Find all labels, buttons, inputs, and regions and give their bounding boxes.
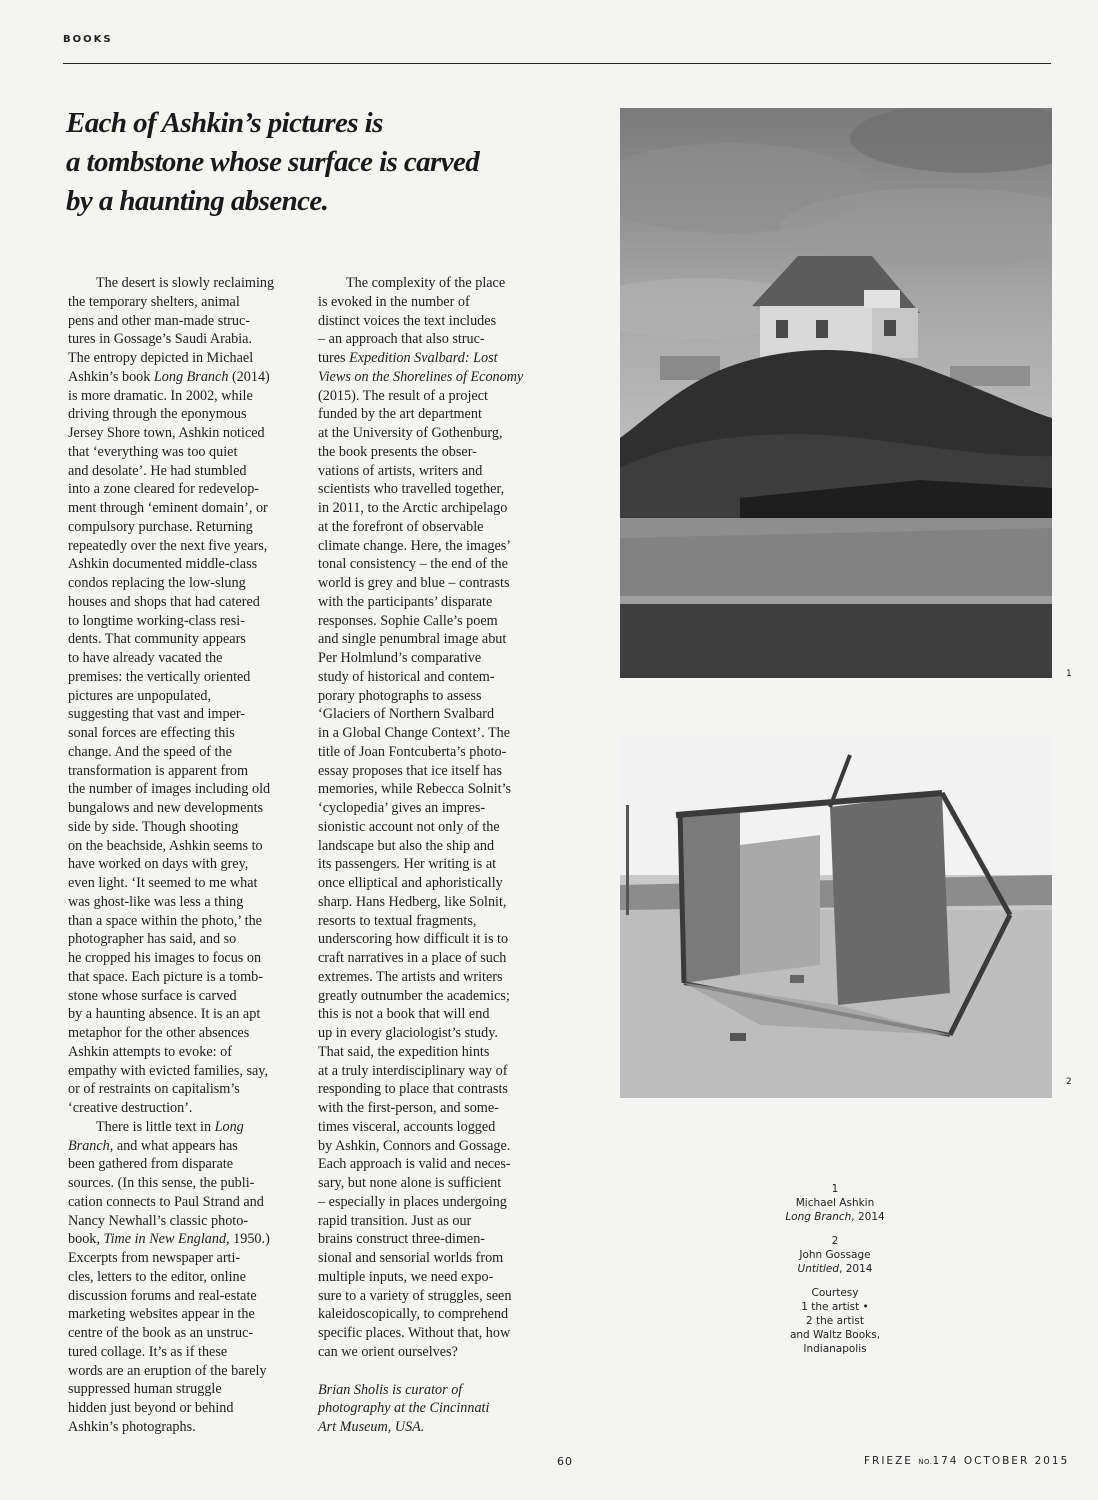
text-line: repeatedly over the next five years, xyxy=(68,537,268,554)
text-line: ‘creative destruction’. xyxy=(68,1100,193,1116)
text-line: sharp. Hans Hedberg, like Solnit, xyxy=(318,893,507,910)
text-line: and desolate’. He had stumbled xyxy=(68,462,247,479)
caption-title-line xyxy=(775,1262,895,1276)
text-line: tures in Gossage’s Saudi Arabia. xyxy=(68,331,253,348)
text-line xyxy=(318,349,546,368)
book-title: Expedition Svalbard: Lost xyxy=(349,350,498,366)
text-line: sary, but none alone is sufficient xyxy=(318,1175,502,1191)
pull-quote xyxy=(66,104,496,221)
text-fragment: Ashkin’s book xyxy=(68,368,154,385)
text-line: at the University of Gothenburg, xyxy=(318,425,503,441)
pull-quote-line: a tombstone whose surface is carved xyxy=(66,146,480,178)
text-line: responding to place that contrasts xyxy=(318,1081,508,1098)
text-line: bungalows and new developments xyxy=(68,800,264,816)
text-line: marketing websites appear in the xyxy=(68,1306,255,1323)
text-line: condos replacing the low-slung xyxy=(68,575,246,591)
text-line: with the participants’ disparate xyxy=(318,593,493,610)
text-line: discussion forums and real-estate xyxy=(68,1287,257,1304)
text-line: Each approach is valid and neces- xyxy=(318,1156,511,1173)
text-line: world is grey and blue – contrasts xyxy=(318,575,510,591)
courtesy-line: 1 the artist • xyxy=(801,1301,869,1313)
courtesy-line: Indianapolis xyxy=(803,1343,867,1355)
text-line: into a zone cleared for redevelop- xyxy=(68,481,260,498)
text-line: even light. ‘It seemed to me what xyxy=(68,875,258,891)
text-line: the book presents the obser- xyxy=(318,443,477,460)
image-captions xyxy=(775,1182,895,1366)
text-line: (2015). The result of a project xyxy=(318,387,488,404)
photo-shelter-illustration xyxy=(620,735,1052,1098)
text-line: on the beachside, Ashkin seems to xyxy=(68,837,263,854)
text-line: That said, the expedition hints xyxy=(318,1043,490,1060)
text-line: – an approach that also struc- xyxy=(318,331,485,348)
header-rule xyxy=(63,63,1051,64)
plate-number-1: 1 xyxy=(1066,669,1072,679)
text-line: pens and other man-made struc- xyxy=(68,312,251,329)
text-fragment: tures xyxy=(318,350,350,366)
text-line: underscoring how difficult it is to xyxy=(318,931,509,948)
text-line: scientists who travelled together, xyxy=(318,481,505,498)
text-line: The desert is slowly reclaiming xyxy=(96,275,275,291)
text-line: by Ashkin, Connors and Gossage. xyxy=(318,1137,511,1154)
text-fragment: book, xyxy=(68,1231,104,1248)
caption-courtesy xyxy=(775,1286,895,1356)
text-line: centre of the book as an unstruc- xyxy=(68,1325,254,1341)
text-line: Ashkin attempts to evoke: of xyxy=(68,1043,232,1060)
article-column-two xyxy=(318,274,546,1437)
text-line: cation connects to Paul Strand and xyxy=(68,1193,264,1210)
text-line: Per Holmlund’s comparative xyxy=(318,650,482,666)
folio xyxy=(864,1455,1069,1467)
plate-number-2: 2 xyxy=(1066,1077,1072,1087)
text-line: stone whose surface is carved xyxy=(68,987,237,1004)
caption-year: , 2014 xyxy=(851,1211,885,1223)
text-line: at the forefront of observable xyxy=(318,518,484,535)
text-line: porary photographs to assess xyxy=(318,687,482,704)
text-line: kaleidoscopically, to comprehend xyxy=(318,1306,509,1323)
text-line: to longtime working-class resi- xyxy=(68,612,245,629)
book-title: Views on the Shorelines of Economy xyxy=(318,368,524,385)
text-line: responses. Sophie Calle’s poem xyxy=(318,612,498,629)
text-line: Jersey Shore town, Ashkin noticed xyxy=(68,425,265,441)
text-line: change. And the speed of the xyxy=(68,743,232,760)
caption-1 xyxy=(775,1182,895,1224)
text-line: – especially in places undergoing xyxy=(318,1193,507,1210)
text-line: ‘Glaciers of Northern Svalbard xyxy=(318,706,495,723)
text-line: sure to a variety of struggles, seen xyxy=(318,1287,512,1304)
bio-line: photography at the Cincinnati xyxy=(318,1400,490,1417)
text-line: memories, while Rebecca Solnit’s xyxy=(318,781,512,798)
text-line: landscape but also the ship and xyxy=(318,837,495,854)
text-line: in 2011, to the Arctic archipelago xyxy=(318,500,508,516)
text-line: side by side. Though shooting xyxy=(68,818,239,835)
text-line: up in every glaciologist’s study. xyxy=(318,1025,498,1041)
text-line: climate change. Here, the images’ xyxy=(318,537,512,554)
issue-date: OCTOBER 2015 xyxy=(963,1455,1070,1467)
text-line: by a haunting absence. It is an apt xyxy=(68,1006,261,1023)
text-line: tonal consistency – the end of the xyxy=(318,556,508,573)
text-line: at a truly interdisciplinary way of xyxy=(318,1062,508,1079)
author-bio xyxy=(318,1381,546,1437)
caption-number: 1 xyxy=(831,1183,839,1195)
text-line: compulsory purchase. Returning xyxy=(68,518,253,535)
text-line: or of restraints on capitalism’s xyxy=(68,1081,240,1098)
text-line: this is not a book that will end xyxy=(318,1006,490,1023)
caption-artist: John Gossage xyxy=(799,1249,871,1261)
photo-house-illustration xyxy=(620,108,1052,678)
text-line: study of historical and contem- xyxy=(318,668,495,685)
text-line: the temporary shelters, animal xyxy=(68,293,240,310)
text-line: with the first-person, and some- xyxy=(318,1100,499,1116)
text-line: title of Joan Fontcuberta’s photo- xyxy=(318,743,507,760)
text-line: extremes. The artists and writers xyxy=(318,968,503,985)
text-line: sonal forces are effecting this xyxy=(68,725,235,741)
text-line: Ashkin documented middle-class xyxy=(68,556,258,573)
text-line: once elliptical and aphoristically xyxy=(318,875,503,891)
text-fragment: There is little text in xyxy=(96,1118,215,1135)
caption-title: Long Branch xyxy=(785,1211,852,1223)
caption-title-line xyxy=(775,1210,895,1224)
book-title: Branch xyxy=(68,1137,110,1154)
text-line: dents. That community appears xyxy=(68,631,246,648)
text-fragment: , 1950.) xyxy=(226,1231,270,1248)
text-line: distinct voices the text includes xyxy=(318,312,497,329)
text-line: Ashkin’s photographs. xyxy=(68,1418,196,1435)
text-line: photographer has said, and so xyxy=(68,931,237,948)
text-line: been gathered from disparate xyxy=(68,1156,234,1173)
photo-wooden-shelter xyxy=(620,735,1052,1098)
pull-quote-line: Each of Ashkin’s pictures is xyxy=(66,107,383,139)
text-line: can we orient ourselves? xyxy=(318,1343,458,1360)
text-line: resorts to textual fragments, xyxy=(318,912,477,929)
text-line: Excerpts from newspaper arti- xyxy=(68,1250,241,1266)
text-line: brains construct three-dimen- xyxy=(318,1231,486,1248)
text-line: hidden just beyond or behind xyxy=(68,1400,234,1416)
page-number: 60 xyxy=(557,1455,573,1468)
pull-quote-line: by a haunting absence. xyxy=(66,185,329,217)
courtesy-line: and Waltz Books, xyxy=(789,1329,881,1341)
text-line: The entropy depicted in Michael xyxy=(68,350,254,366)
text-line: that space. Each picture is a tomb- xyxy=(68,968,264,985)
text-line: funded by the art department xyxy=(318,406,482,423)
text-line: tured collage. It’s as if these xyxy=(68,1343,228,1360)
text-line xyxy=(68,1118,296,1137)
photo-house-on-mound xyxy=(620,108,1052,678)
caption-year: , 2014 xyxy=(839,1263,873,1275)
book-title: Time in New England xyxy=(103,1231,227,1248)
bio-line: Art Museum, USA. xyxy=(318,1419,425,1435)
text-line: specific places. Without that, how xyxy=(318,1325,511,1341)
text-line: empathy with evicted families, say, xyxy=(68,1062,269,1079)
text-line: driving through the eponymous xyxy=(68,406,247,423)
caption-2 xyxy=(775,1234,895,1276)
issue-number: 174 xyxy=(932,1455,959,1467)
caption-number: 2 xyxy=(831,1235,839,1247)
text-line: times visceral, accounts logged xyxy=(318,1118,496,1135)
text-line: is evoked in the number of xyxy=(318,293,470,310)
text-line: greatly outnumber the academics; xyxy=(318,987,510,1004)
article-column-one xyxy=(68,274,296,1437)
text-line xyxy=(68,1230,296,1249)
text-line: transformation is apparent from xyxy=(68,762,249,779)
text-line: craft narratives in a place of such xyxy=(318,950,507,966)
text-line: cles, letters to the editor, online xyxy=(68,1268,246,1285)
text-line: he cropped his images to focus on xyxy=(68,950,262,966)
text-line xyxy=(68,368,296,387)
text-line: words are an eruption of the barely xyxy=(68,1362,267,1379)
text-line: suggesting that vast and imper- xyxy=(68,706,246,723)
text-line: ‘cyclopedia’ gives an impres- xyxy=(318,800,486,816)
text-line: have worked on days with grey, xyxy=(68,856,249,873)
book-title: Long xyxy=(214,1118,244,1135)
text-line: is more dramatic. In 2002, while xyxy=(68,387,253,404)
text-line: its passengers. Her writing is at xyxy=(318,856,497,873)
courtesy-line: Courtesy xyxy=(811,1287,859,1299)
text-line xyxy=(318,368,546,387)
text-line: in a Global Change Context’. The xyxy=(318,725,511,741)
text-line: sources. (In this sense, the publi- xyxy=(68,1175,255,1191)
text-line: to have already vacated the xyxy=(68,650,223,666)
text-line: pictures are unpopulated, xyxy=(68,687,212,704)
text-line: was ghost-like was less a thing xyxy=(68,893,244,910)
text-line: suppressed human struggle xyxy=(68,1381,222,1398)
text-line: houses and shops that had catered xyxy=(68,593,260,610)
bio-line: Brian Sholis is curator of xyxy=(318,1381,463,1398)
text-line: sional and sensorial worlds from xyxy=(318,1250,504,1266)
text-line: multiple inputs, we need expo- xyxy=(318,1268,494,1285)
section-label: BOOKS xyxy=(63,34,113,45)
text-line: sionistic account not only of the xyxy=(318,818,500,835)
magazine-name: FRIEZE xyxy=(864,1455,913,1467)
text-fragment: , and what appears has xyxy=(109,1137,238,1154)
text-line: premises: the vertically oriented xyxy=(68,668,251,685)
text-line: rapid transition. Just as our xyxy=(318,1212,472,1229)
text-line xyxy=(68,1137,296,1156)
issue-no-label: NO. xyxy=(918,1458,933,1466)
text-line: Nancy Newhall’s classic photo- xyxy=(68,1212,249,1229)
courtesy-line: 2 the artist xyxy=(806,1315,864,1327)
caption-title: Untitled xyxy=(797,1263,840,1275)
text-line: The complexity of the place xyxy=(346,275,506,291)
text-line: that ‘everything was too quiet xyxy=(68,443,238,460)
text-line: and single penumbral image abut xyxy=(318,631,507,648)
text-line: vations of artists, writers and xyxy=(318,462,483,479)
text-fragment: (2014) xyxy=(228,368,270,385)
text-line: ment through ‘eminent domain’, or xyxy=(68,500,268,516)
text-line: than a space within the photo,’ the xyxy=(68,912,262,929)
text-line: the number of images including old xyxy=(68,781,271,798)
caption-artist: Michael Ashkin xyxy=(795,1197,875,1209)
book-title: Long Branch xyxy=(153,368,229,385)
text-line: metaphor for the other absences xyxy=(68,1025,250,1041)
text-line: essay proposes that ice itself has xyxy=(318,762,502,779)
